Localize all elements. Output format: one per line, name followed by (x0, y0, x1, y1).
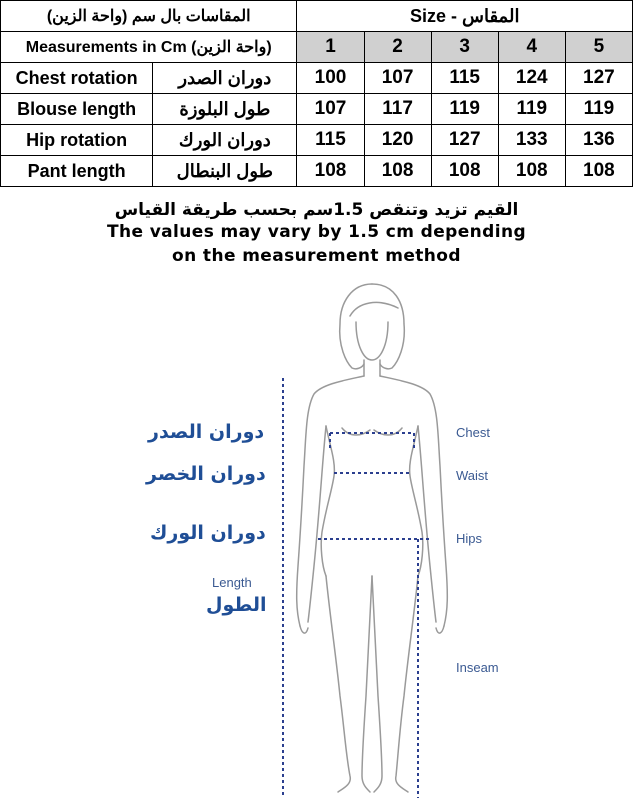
label-chest-ar: دوران الصدر (148, 421, 265, 443)
table-cell: 136 (565, 125, 632, 156)
size-header-cell: 4 (498, 32, 565, 63)
label-hips-ar: دوران الورك (150, 522, 266, 544)
label-length-ar: الطول (206, 594, 267, 616)
label-hips-en: Hips (456, 531, 483, 546)
table-row (1, 63, 633, 94)
table-cell: 115 (431, 63, 498, 94)
table-cell: 119 (498, 94, 565, 125)
table-cell: 119 (565, 94, 632, 125)
table-cell: 119 (431, 94, 498, 125)
header-left-ar: المقاسات بال سم (واحة الزين) (1, 1, 297, 32)
table-cell: 115 (297, 125, 364, 156)
table-cell: 108 (431, 156, 498, 187)
table-cell: 117 (364, 94, 431, 125)
size-header-cell: 3 (431, 32, 498, 63)
table-cell: 133 (498, 125, 565, 156)
label-length-en: Length (212, 575, 252, 590)
row-label-ar: طول البلوزة (153, 94, 297, 125)
table-cell: 107 (297, 94, 364, 125)
table-cell: 100 (297, 63, 364, 94)
note-english-line1: The values may vary by 1.5 cm depending (106, 222, 527, 242)
row-label-ar: دوران الصدر (153, 63, 297, 94)
table-cell: 124 (498, 63, 565, 94)
row-label-en: Hip rotation (1, 125, 153, 156)
row-label-ar: طول البنطال (153, 156, 297, 187)
table-cell: 120 (364, 125, 431, 156)
body-measurement-diagram (0, 276, 633, 798)
header-size: Size - المقاس (297, 1, 633, 32)
row-label-en: Pant length (1, 156, 153, 187)
label-chest-en: Chest (456, 425, 490, 440)
label-waist-ar: دوران الخصر (146, 463, 266, 485)
table-cell: 108 (364, 156, 431, 187)
label-waist-en: Waist (456, 468, 489, 483)
table-row (1, 94, 633, 125)
size-header-cell: 5 (565, 32, 632, 63)
table-cell: 107 (364, 63, 431, 94)
row-label-en: Blouse length (1, 94, 153, 125)
table-cell: 127 (565, 63, 632, 94)
note-arabic: القيم تزيد وتنقص 1.5سم بحسب طريقة القياس (114, 200, 519, 220)
table-header-row (1, 1, 633, 32)
table-cell: 127 (431, 125, 498, 156)
table-sizes-row (1, 32, 633, 63)
table-row (1, 156, 633, 187)
header-left-en: Measurements in Cm (واحة الزين) (1, 32, 297, 63)
row-label-en: Chest rotation (1, 63, 153, 94)
note-english-line2: on the measurement method (172, 246, 461, 266)
row-label-ar: دوران الورك (153, 125, 297, 156)
table-cell: 108 (498, 156, 565, 187)
size-table (0, 0, 633, 187)
label-inseam-en: Inseam (456, 660, 499, 675)
body-figure-drawing (0, 276, 633, 798)
size-header-cell: 1 (297, 32, 364, 63)
size-header-cell: 2 (364, 32, 431, 63)
table-row (1, 125, 633, 156)
table-cell: 108 (297, 156, 364, 187)
table-cell: 108 (565, 156, 632, 187)
